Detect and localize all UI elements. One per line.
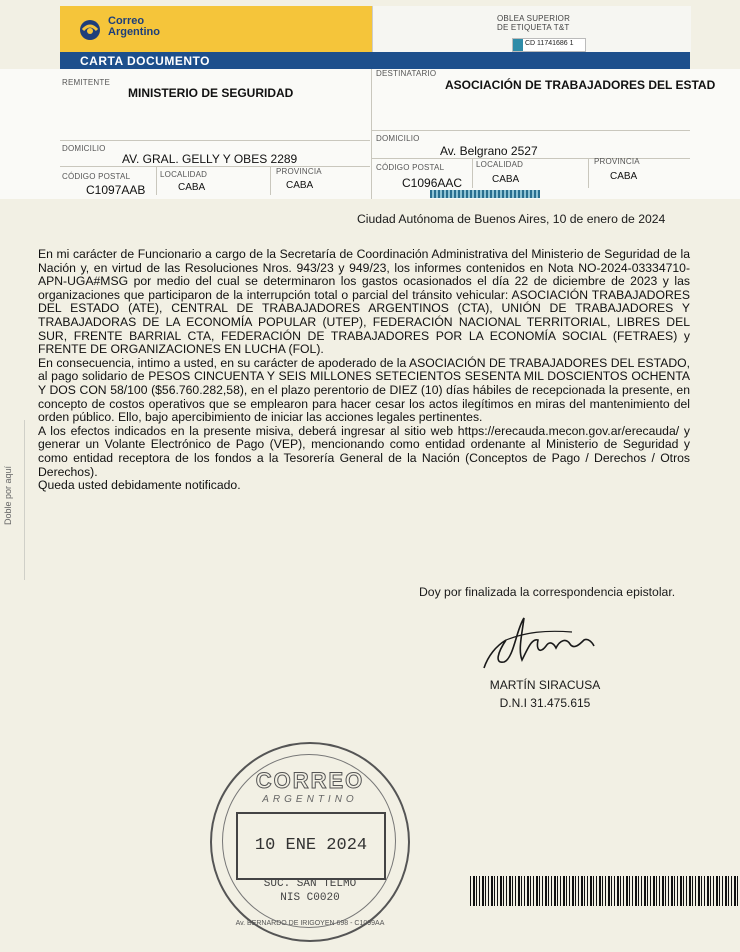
recipient-rule-1 (372, 130, 690, 131)
letter-paragraph-3: A los efectos indicados en la presente misiva, deberá ingresar al sitio web https://erecauda.mecon.gov.ar/erecauda/ y generar un Volante Electrónico de Pago (VEP), mencionando como entidad ordenante al Ministerio de Seguridad y como entidad receptora de los fondos a la Tesorería General de la Nación (Conceptos de Pago / Derechos / Otros Derechos). (38, 423, 690, 479)
sender-localidad-value: CABA (178, 182, 206, 193)
recipient-cp-value: C1096AAC (402, 176, 463, 190)
letter-paragraph-1: En mi carácter de Funcionario a cargo de la Secretaría de Coordinación Administrativa del Ministerio de Seguridad de la Nación y, en virtud de las Resoluciones Nros. 943/23 y 949/23, los informes contenidos en Nota NO-2024-03334710-APN-UGA#MSG por medio del cual se determinaron los gastos ocasionados el día 22 de diciembre de 2023 y las organizaciones que participaron de la interrupción total o parcial del tránsito vehicular: ASOCIACIÓN TRABAJADORES DEL ESTADO (ATE), CENTRAL DE TRABAJADORES ARGENTINOS (CTA), UNIÓN DE TRABAJADORES Y TRABAJADORAS DE LA ECONOMÍA POPULAR (UTEP), FEDERACIÓN NACIONAL TERRITORIAL, LIBRES DEL SUR, FRENTE BARRIAL CTA, FEDERACIÓN DE TRABAJADORES POR LA ECONOMÍA SOCIAL (FETRAES) y FRENTE DE ORGANIZACIONES EN LUCHA (FOL). (38, 247, 690, 357)
recipient-cp-label: CÓDIGO POSTAL (376, 163, 445, 172)
form-divider (371, 69, 372, 199)
sender-localidad-label: LOCALIDAD (160, 170, 208, 179)
stamp-date-box (236, 812, 386, 880)
logo-text-line2: Argentino (108, 26, 160, 38)
letter-date: Ciudad Autónoma de Buenos Aires, 10 de enero de 2024 (357, 212, 666, 226)
oblea-sticker (512, 38, 586, 52)
recipient-localidad-value: CABA (492, 174, 520, 185)
recipient-cp-divider (472, 158, 473, 188)
oblea-label: OBLEA SUPERIOR DE ETIQUETA T&T (497, 14, 571, 32)
document-type-title: CARTA DOCUMENTO (80, 54, 210, 68)
barcode (470, 876, 738, 906)
sender-cp-label: CÓDIGO POSTAL (62, 172, 131, 181)
margin-note: Doble por aquí (3, 465, 13, 525)
stamp-sub-text: ARGENTINO (262, 794, 358, 805)
destinatario-value: ASOCIACIÓN DE TRABAJADORES DEL ESTAD (445, 78, 716, 92)
sender-domicilio-label: DOMICILIO (62, 144, 106, 153)
stamp-branch: SUC. SAN TELMO (263, 878, 357, 890)
recipient-loc-divider (588, 158, 589, 188)
remitente-label: REMITENTE (62, 78, 111, 87)
destinatario-label: DESTINATARIO (376, 69, 437, 78)
correo-argentino-logo (78, 16, 198, 46)
recipient-provincia-label: PROVINCIA (594, 157, 640, 166)
letter-paragraph-2: En consecuencia, intimo a usted, en su carácter de apoderado de la ASOCIACIÓN DE TRABAJADORES DEL ESTADO, al pago solidario de PESOS CINCUENTA Y SEIS MILLONES SETECIENTOS SESENTA MIL DOSCIENTOS OCHENTA Y DOS CON 58/100 ($56.760.282,58), en el plazo perentorio de DIEZ (10) días hábiles de recepcionada la presente, en concepto de costos operativos que se emplearon para hacer cesar los actos ilegítimos en miras del mantenimiento del orden público. Ello, bajo apercibimiento de iniciar las acciones legales pertinentes. (38, 355, 690, 425)
letter-body (38, 248, 690, 493)
recipient-barcode-strip (430, 190, 540, 198)
oblea-sticker-mark (513, 39, 523, 51)
sender-domicilio-value: AV. GRAL. GELLY Y OBES 2289 (122, 152, 298, 166)
remitente-value: MINISTERIO DE SEGURIDAD (128, 86, 294, 100)
signer-name: MARTÍN SIRACUSA (489, 678, 601, 692)
sender-provincia-label: PROVINCIA (276, 167, 322, 176)
stamp-top-text: CORREO (255, 768, 365, 793)
stamp-nis: NIS C0020 (280, 892, 340, 904)
sender-cp-value: C1097AAB (86, 183, 146, 197)
sender-provincia-value: CABA (286, 180, 314, 191)
recipient-provincia-value: CABA (610, 171, 638, 182)
recipient-domicilio-label: DOMICILIO (376, 134, 420, 143)
postal-stamp (210, 742, 410, 942)
correo-logo-icon (78, 18, 104, 42)
letter-paragraph-4: Queda usted debidamente notificado. (38, 478, 241, 493)
stamp-ring-text: Av. BERNARDO DE IRIGOYEN 698 - C1099AA (235, 920, 385, 927)
handwritten-signature (476, 610, 606, 680)
sender-rule-2 (60, 166, 370, 167)
stamp-date: 10 ENE 2024 (254, 836, 368, 855)
signer-id: D.N.I 31.475.615 (499, 696, 591, 710)
recipient-rule-2 (372, 158, 690, 159)
sender-loc-divider (270, 167, 271, 195)
sender-rule-1 (60, 140, 370, 141)
oblea-number: CD 11741686 1 (525, 40, 574, 47)
sender-cp-divider (156, 167, 157, 195)
recipient-domicilio-value: Av. Belgrano 2527 (440, 144, 538, 158)
logo-text-line1: Correo (108, 15, 145, 27)
recipient-localidad-label: LOCALIDAD (476, 160, 524, 169)
letter-closing: Doy por finalizada la correspondencia epistolar. (419, 585, 676, 599)
fold-line (24, 420, 25, 580)
